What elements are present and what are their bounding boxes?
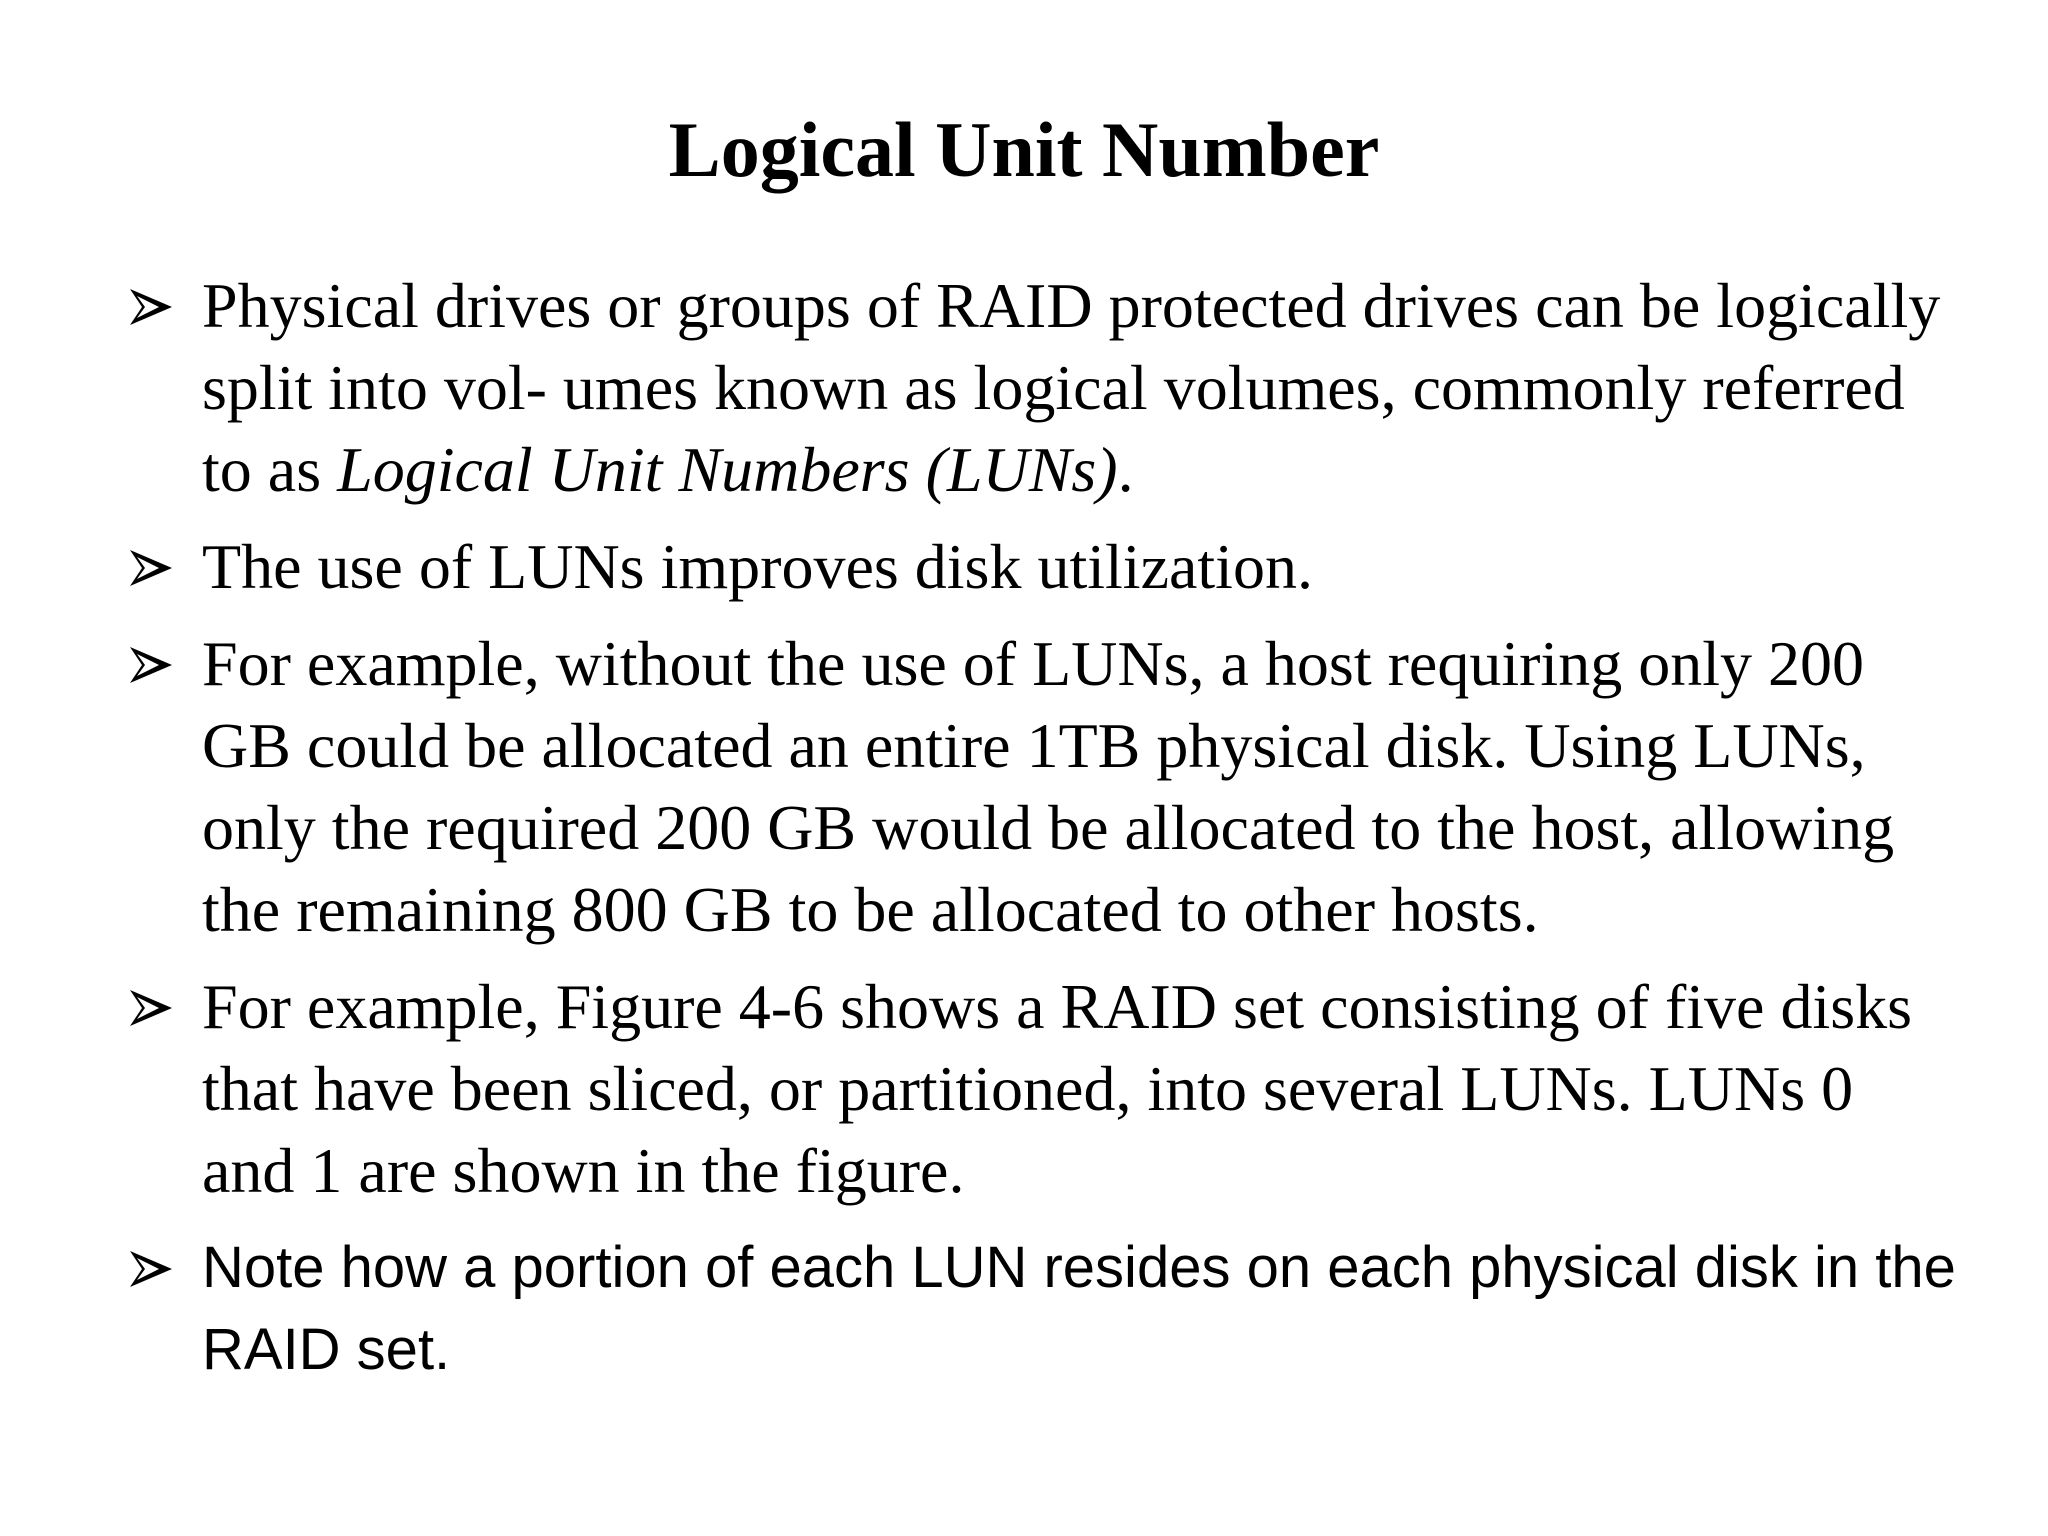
- bullet-text: Note how a portion of each LUN resides on each physical disk in the RAID set.: [202, 1235, 1956, 1382]
- bullet-item-allocation-example: [120, 623, 1960, 951]
- bullet-italic-text: Logical Unit Numbers (LUNs): [337, 434, 1118, 505]
- arrowhead-bullet-icon: [128, 287, 174, 327]
- bullet-text: The use of LUNs improves disk utilization.: [202, 531, 1313, 602]
- bullet-text: Physical drives or groups of RAID protected drives can be logically split into vol- umes known as logical volumes, commonly referred to as: [202, 270, 1941, 505]
- bullet-item-disk-utilization: [120, 526, 1960, 608]
- arrowhead-bullet-icon: [128, 988, 174, 1028]
- bullet-list: [120, 265, 1960, 1406]
- arrowhead-bullet-icon: [128, 1249, 174, 1289]
- arrowhead-bullet-icon: [128, 548, 174, 588]
- bullet-text: For example, without the use of LUNs, a host requiring only 200 GB could be allocated an entire 1TB physical disk. Using LUNs, only the required 200 GB would be allocated to the host, allowing the remaining 800 GB to be allocated to other hosts.: [202, 628, 1895, 945]
- bullet-item-figure-example: [120, 966, 1960, 1212]
- bullet-item-luns-definition: [120, 265, 1960, 511]
- arrowhead-bullet-icon: [128, 645, 174, 685]
- bullet-text: For example, Figure 4-6 shows a RAID set consisting of five disks that have been sliced, or partitioned, into several LUNs. LUNs 0 and 1 are shown in the figure.: [202, 971, 1913, 1206]
- bullet-text-end: .: [1117, 434, 1134, 505]
- bullet-item-lun-portion-note: [120, 1227, 1960, 1391]
- slide-title: Logical Unit Number: [668, 106, 1380, 193]
